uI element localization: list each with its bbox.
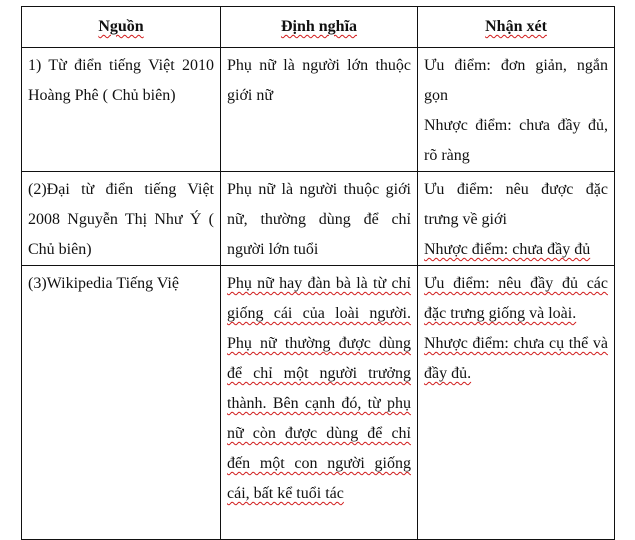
comment-pros: Ưu điểm: đơn giản, ngắn gọn [424,57,608,104]
definition-text: Phụ nữ hay đàn bà là từ chỉ giống cái của loài người. Phụ nữ thường được dùng để chỉ một người trưởng thành. Bên cạnh đó, từ phụ nữ còn được dùng để chỉ đến một con người giống cái, bất kể tuổi tác [227,275,411,502]
source-text: (2)Đại từ điển tiếng Việt 2008 Nguyễn Thị Như Ý ( Chủ biên) [28,181,214,258]
header-source-label: Nguồn [98,18,144,35]
table-row [22,48,615,172]
table-row [22,172,615,266]
header-definition-label: Định nghĩa [280,18,358,35]
comparison-table [21,6,615,540]
comment-cell [418,266,615,540]
source-cell [22,48,221,172]
comment-pros: Ưu điểm: nêu được đặc trưng về giới [424,181,608,228]
source-text: (3)Wikipedia Tiếng Việ [28,275,179,292]
source-text: 1) Từ điển tiếng Việt 2010 Hoàng Phê ( Chủ biên) [28,57,214,104]
comment-cons: Nhược điểm: chưa cụ thể và đầy đủ. [424,335,608,382]
comment-cons: Nhược điểm: chưa đầy đủ [424,241,591,258]
header-comment-label: Nhận xét [485,18,547,35]
comment-cell [418,48,615,172]
comment-cell [418,172,615,266]
header-comment [418,7,615,48]
table-row [22,266,615,540]
comment-pros: Ưu điểm: nêu đầy đủ các đặc trưng giống và loài. [424,275,608,322]
comment-cons: Nhược điểm: chưa đầy đủ, rõ ràng [424,117,608,164]
source-cell [22,266,221,540]
definition-text: Phụ nữ là người lớn thuộc giới nữ [227,57,411,104]
source-cell [22,172,221,266]
definition-cell [221,172,418,266]
definition-cell [221,266,418,540]
header-definition [221,7,418,48]
header-source [22,7,221,48]
definition-text: Phụ nữ là người thuộc giới nữ, thường dùng để chỉ người lớn tuổi [227,181,411,258]
definition-cell [221,48,418,172]
header-row [22,7,615,48]
